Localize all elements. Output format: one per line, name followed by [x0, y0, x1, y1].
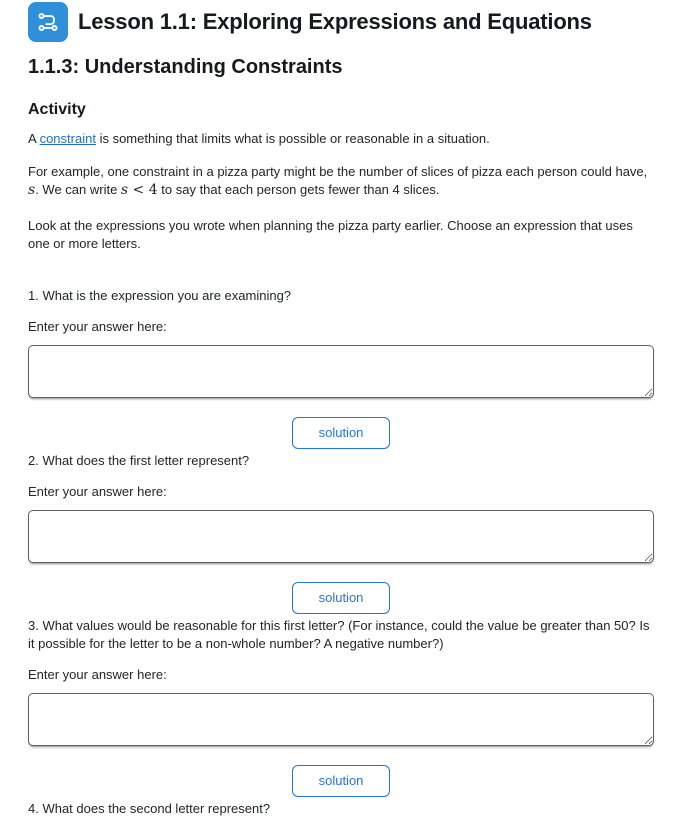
math-variable-s: s: [28, 182, 36, 198]
question-block-1: [28, 287, 654, 449]
definition-prefix: A: [28, 131, 40, 146]
question-1-solution-button[interactable]: solution: [292, 417, 391, 449]
question-3-answer-prompt: Enter your answer here:: [28, 667, 167, 682]
instructions-paragraph: Look at the expressions you wrote when planning the pizza party earlier. Choose an expression that uses one or more letters.: [28, 218, 633, 251]
question-1-answer-prompt: Enter your answer here:: [28, 319, 167, 334]
example-paragraph: [28, 163, 654, 199]
example-part3: to say that each person gets fewer than 4 slices.: [157, 182, 440, 197]
question-block-4: [28, 800, 654, 818]
question-2-solution-button[interactable]: solution: [292, 582, 391, 614]
question-3-label: 3. What values would be reasonable for this first letter? (For instance, could the value be greater than 50? Is it possible for the letter to be a non-whole number? A negative number?): [28, 618, 650, 651]
question-3-button-row: [28, 765, 654, 797]
question-1-button-row: [28, 417, 654, 449]
math-variable-s: s: [120, 182, 129, 198]
question-2-answer-textarea[interactable]: [28, 510, 654, 563]
lesson-header: [28, 2, 654, 42]
constraint-link[interactable]: constraint: [39, 131, 96, 146]
question-3-answer-textarea[interactable]: [28, 693, 654, 746]
example-part2: . We can write: [35, 182, 121, 197]
math-inequality: < 4: [128, 182, 158, 198]
section-title: 1.1.3: Understanding Constraints: [28, 56, 343, 78]
question-2-label: 2. What does the first letter represent?: [28, 453, 250, 468]
question-1-label: 1. What is the expression you are examining?: [28, 288, 292, 303]
lesson-title: Lesson 1.1: Exploring Expressions and Equations: [78, 9, 592, 34]
definition-suffix: is something that limits what is possible or reasonable in a situation.: [95, 131, 490, 146]
route-icon: [28, 2, 68, 42]
activity-heading: Activity: [28, 101, 86, 118]
question-1-answer-textarea[interactable]: [28, 345, 654, 398]
question-3-solution-button[interactable]: solution: [292, 765, 391, 797]
question-4-label: 4. What does the second letter represent?: [28, 801, 271, 816]
question-2-answer-prompt: Enter your answer here:: [28, 484, 167, 499]
constraint-definition: [28, 130, 654, 148]
example-part1: For example, one constraint in a pizza party might be the number of slices of pizza each person could have,: [28, 164, 648, 179]
question-2-button-row: [28, 582, 654, 614]
question-block-2: [28, 452, 654, 614]
question-block-3: [28, 617, 654, 797]
